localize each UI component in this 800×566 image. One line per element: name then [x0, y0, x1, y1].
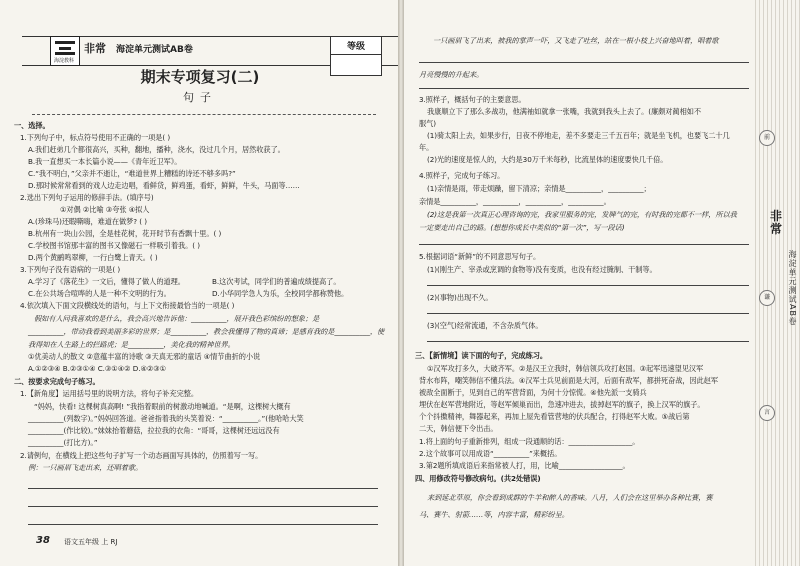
answer-line[interactable]: [28, 524, 378, 525]
option: D.那时候常常看到的戏人边走边唱，看鲜货，鲜鸡蛋，看虾，鲜鲜，牛头，马面等……: [28, 181, 300, 190]
passage-line: (1)(刚生产、宰杀或烹调的食物等)没有变质，也没有经过腌制、干制等。: [427, 265, 657, 274]
passage-line: 假如有人问我喜欢的是什么，我会高兴地告诉他：__________，展开我色彩缤纷的想象；是: [34, 314, 320, 323]
edge-series: 海淀单元测试AB卷: [788, 250, 797, 326]
answer-line[interactable]: [419, 88, 749, 89]
brand-logo: [50, 36, 80, 66]
question: 1.下列句子中，标点符号使用不正确的一项是( ): [20, 133, 171, 142]
brand-name: 非常: [84, 42, 106, 55]
question: 3.第2题所填成语后来指常被人打，用，比喻__________________。: [419, 461, 630, 470]
passage-line: __________(列数字)。”妈妈回答道。爸爸指着我的头笑着说：“__________。”(他哈哈大笑: [28, 414, 304, 423]
question: 5.根据词语“新鲜”的不同意思写句子。: [419, 252, 541, 261]
answer-line[interactable]: [427, 341, 749, 342]
page-subtitle: 句子: [183, 91, 217, 104]
question: 1.将上面的句子重新排列，组成一段通顺的话：__________________。: [419, 437, 640, 446]
answer-line[interactable]: [419, 244, 749, 245]
answer-line[interactable]: [28, 488, 378, 489]
question: 2.请例句，在横线上把这些句子扩写一个动态画面写具体的，仿照着写一写。: [20, 451, 263, 460]
option: A.我们赶弟几个都很高兴，买种，翻地，播种，浇水，没过几个月，居然收获了。: [28, 145, 285, 154]
passage-line: (1)骑太阳上去，如果步行，日夜不停地走，差不多要走三千五百年；就是坐飞机，也要飞二十几: [427, 131, 730, 140]
edge-marker: 言: [759, 405, 775, 421]
page-number: 38: [36, 535, 50, 546]
answer-line[interactable]: [427, 313, 749, 314]
passage-line: __________(作比较)。”妹妹抬着蘑菇，拉拉我的衣角：“哥哥，这棵树还远远没有: [28, 426, 280, 435]
question: 4.照样子，完成句子练习。: [419, 171, 505, 180]
question: 2.选出下列句子运用的修辞手法。(填序号): [20, 193, 154, 202]
passage-line: 年。: [419, 143, 434, 152]
option: B.这次考试，同学们的普遍成绩提高了。: [212, 277, 341, 286]
section-heading: 一、选择。: [14, 121, 50, 130]
question: 4.依次填入下面文段横线处的语句，与上下文衔接最恰当的一项是( ): [20, 301, 235, 310]
answer-choices: A.①②③④ B.②③①④ C.③①④② D.④②③①: [28, 364, 167, 373]
question: 3.照样子，概括句子的主要意思。: [419, 95, 526, 104]
option: C.在公共场合喧哗的人是一种不文明的行为。: [28, 289, 171, 298]
edge-marker: 前: [759, 130, 775, 146]
passage-line: 来到延北草原，你会看到成群的牛羊和醉人的香味。八月，人们会在这里举办各种比赛，赛: [427, 493, 713, 502]
series-name: 海淀单元测试AB卷: [116, 45, 193, 55]
option: A.学习了《落花生》一文后，懂得了做人的道理。: [28, 277, 185, 286]
edge-brand: 非常: [769, 209, 782, 236]
answer-line[interactable]: [427, 285, 749, 286]
option-list: ①对偶 ②比喻 ③夸张 ④拟人: [60, 205, 150, 214]
passage-line: ①汉军攻打多久，大破齐军。②是汉王立我时，韩信领兵攻打赵国。③起军迅速望见汉军: [427, 364, 704, 373]
option: B.我一直想买一本长篇小说——《青年近卫军》。: [28, 157, 182, 166]
answer-line[interactable]: [419, 62, 749, 63]
passage-line: (2)光的速度是惊人的，大约是30万千米每秒，比流星体的速度要快几千倍。: [427, 155, 668, 164]
passage-line: 被敌全面断于，见到自己的军营背面，为何十分惊慌。④他先派一支骑兵: [419, 388, 647, 397]
passage-line: (2)这是我第一次真正心理咨询的完，我家里服务的完，发牌气的完，有时我的完都不一样，所以我: [427, 210, 737, 219]
passage-line: 一只画眉飞了出来，被我的掌声一吓，又飞走了吐丝，站在一根小枝上兴奋地叫着，唱着歌: [433, 36, 719, 45]
passage-line: 我得知在人生路上的拦路虎；是__________，美化我的精神世界。: [28, 340, 235, 349]
question: 1.【新角度】运用括号里的说明方法，将句子补充完整。: [20, 389, 199, 398]
passage-line: (1)亲情是雨，带走烦躁，留下清凉；亲情是__________，__________；: [427, 184, 651, 193]
passage-line: “妈妈，快看! 这棵树真高啊! ”我指着眼前的树激动地喊道。“是啊，这棵树大概有: [34, 402, 291, 411]
logo-caption: 海淀教科: [54, 58, 75, 64]
passage-line: 一定要走出自己的路。(想想你成长中类似的“第一次”，写一段话): [419, 223, 625, 232]
passage-line: 个个抖擞精神，舞器起来，再加上屋先看管营地的伏兵配合，打得赵军大败。⑤战后第: [419, 412, 690, 421]
passage-line: 背水布阵，嘲笑韩信不懂兵法。④汉军士兵见前面是大河，后面有敌军，都拼死奋战，因此赵军: [419, 376, 719, 385]
edge-marker: 谦: [759, 290, 775, 306]
example-line: 例：一只画眉飞走出来，还唱着歌。: [28, 463, 143, 472]
option: B.杭州有一块山公园，全是桂花树，花开时节有香飘十里。( ): [28, 229, 222, 238]
passage-line: 埋伏在赵军营地附近，等赵军倾巢而出，急速冲进去，拔掉赵军的旗子，换上汉军的旗子。: [419, 400, 705, 409]
passage-line: __________(打比方)。”: [28, 438, 98, 447]
option: A.(珍珠马)还暇嘶嗨，难道在做梦? ( ): [28, 217, 148, 226]
passage-line: 我康顺立下了那么多战功，他满袖如就拿一张嘴，我就到我头上去了。(廉颇对蔺相如不: [427, 107, 701, 116]
question: 2.这个故事可以用成语“__________”来概括。: [419, 449, 562, 458]
passage-line: 服气): [419, 119, 437, 128]
option-list: ①优美动人的散文 ②意蕴丰富的诗歌 ③天真无邪的童话 ④情节曲折的小说: [28, 352, 261, 361]
section-heading: 四、用修改符号修改病句。(共2处错误): [415, 474, 541, 483]
title-divider: [32, 114, 376, 115]
option: D.小华同学急人为乐，全校同学都称赞他。: [212, 289, 349, 298]
passage-line: (3)(空气)经常流通，不含杂质气体。: [427, 321, 543, 330]
option: D.两个黄鹂鸣翠柳，一行白鹭上青天。( ): [28, 253, 158, 262]
footer-text: 语文五年级 上 RJ: [64, 538, 118, 546]
section-heading: 二、按要求完成句子练习。: [14, 377, 100, 386]
section-heading: 三、【新情境】读下面的句子，完成练习。: [415, 351, 548, 360]
grade-label: 等级: [331, 39, 381, 55]
passage-line: __________，带动我看到美丽多彩的世界；是__________，教会我懂得了物的真谛；是感育我的是__________，使: [28, 327, 385, 336]
passage-line: 马、赛牛、射箭……等，内容丰富，精彩纷呈。: [419, 510, 569, 519]
example-line: 月亮慢慢的升起来。: [419, 70, 484, 79]
right-page: [403, 0, 800, 566]
option: C.学校图书馆那丰富的图书又像磁石一样吸引着我。( ): [28, 241, 200, 250]
answer-line[interactable]: [28, 506, 378, 507]
passage-line: (2)(事物)出现不久。: [427, 293, 493, 302]
question: 3.下列句子没有语病的一项是( ): [20, 265, 121, 274]
passage-line: 亲情是__________，__________，__________，__________。: [419, 197, 611, 206]
page-title: 期末专项复习(二): [140, 68, 260, 86]
passage-line: 二天，韩信便下令出击。: [419, 424, 498, 433]
option: C.“我不明白，”父亲并不逝让，“难道世界上糟糕的诗还不够多吗?”: [28, 169, 236, 178]
